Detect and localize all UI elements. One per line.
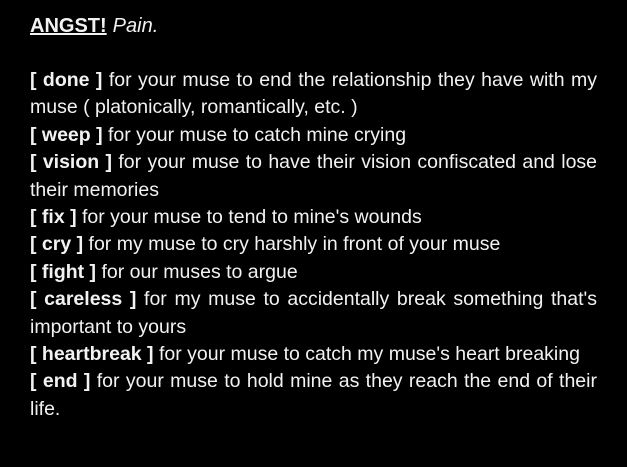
prompt-item bbox=[30, 149, 597, 204]
prompt-key: [ fight ] bbox=[30, 260, 97, 283]
prompt-key: [ vision ] bbox=[30, 151, 113, 174]
prompt-item bbox=[30, 204, 597, 231]
prompt-item bbox=[30, 122, 597, 149]
prompt-list bbox=[30, 67, 597, 423]
title-keyword: ANGST! bbox=[30, 15, 107, 37]
prompt-item bbox=[30, 67, 597, 122]
prompt-text: for my muse to accidentally break something that's important to yours bbox=[30, 288, 597, 338]
prompt-key: [ done ] bbox=[30, 69, 103, 91]
prompt-key: [ heartbreak ] bbox=[30, 343, 154, 366]
prompt-item bbox=[30, 368, 597, 423]
prompt-text: for my muse to cry harshly in front of your muse bbox=[83, 233, 501, 256]
title-subtitle: Pain. bbox=[112, 15, 159, 37]
prompt-text: for your muse to tend to mine's wounds bbox=[76, 206, 422, 229]
page-title bbox=[30, 13, 597, 40]
prompt-key: [ weep ] bbox=[30, 123, 103, 146]
prompt-key: [ end ] bbox=[30, 370, 91, 393]
prompt-item bbox=[30, 286, 597, 341]
prompt-key: [ cry ] bbox=[30, 233, 84, 256]
prompt-text: for our muses to argue bbox=[96, 260, 298, 283]
prompt-item bbox=[30, 231, 597, 258]
prompt-text: for your muse to have their vision confiscated and lose their memories bbox=[30, 151, 598, 201]
prompt-key: [ careless ] bbox=[30, 288, 137, 311]
prompt-text: for your muse to hold mine as they reach the end of their life. bbox=[30, 370, 597, 420]
prompt-text: for your muse to end the relationship they have with my muse ( platonically, romantically, etc. ) bbox=[30, 69, 597, 119]
prompt-item bbox=[30, 341, 597, 368]
prompt-text: for your muse to catch my muse's heart breaking bbox=[153, 343, 580, 366]
prompt-item bbox=[30, 259, 597, 286]
prompt-key: [ fix ] bbox=[30, 206, 77, 229]
prompt-text: for your muse to catch mine crying bbox=[102, 123, 407, 146]
